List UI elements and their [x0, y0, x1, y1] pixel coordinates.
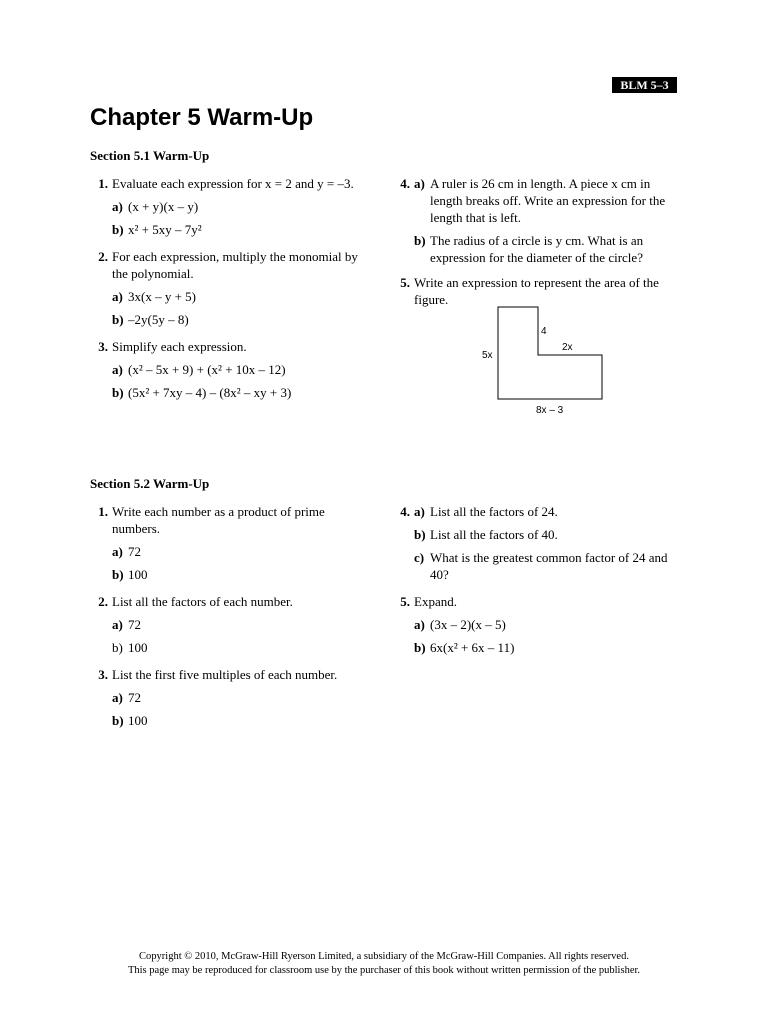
question-number: 4. — [400, 176, 410, 191]
s2-q4-part-c — [392, 549, 672, 583]
part-text: x² + 5xy – 7y² — [128, 222, 202, 237]
part-label: a) — [414, 504, 425, 519]
part-label: b) — [414, 527, 426, 542]
figure-label-bottom: 8x – 3 — [536, 405, 564, 416]
s1-q4-part-b — [392, 232, 672, 266]
s1-question-2 — [90, 248, 370, 282]
part-text: 100 — [128, 567, 148, 582]
question-number: 3. — [98, 667, 108, 682]
part-label: a) — [112, 199, 123, 214]
part-text: (5x² + 7xy – 4) – (8x² – xy + 3) — [128, 385, 292, 400]
part-label: b) — [414, 233, 426, 248]
part-text: –2y(5y – 8) — [128, 312, 189, 327]
s2-q1-part-a — [90, 543, 370, 560]
l-shape-outline — [498, 307, 602, 399]
part-label: a) — [414, 617, 425, 632]
section-5-1-left-column — [90, 175, 370, 407]
part-text: The radius of a circle is y cm. What is an expression for the diameter of the circle? — [430, 233, 644, 265]
s2-q5-part-a — [392, 616, 672, 633]
s1-q2-part-a — [90, 288, 370, 305]
s1-question-3 — [90, 338, 370, 355]
part-label: b) — [112, 567, 124, 582]
s1-question-4 — [392, 175, 672, 226]
part-text: 72 — [128, 617, 141, 632]
question-text: List all the factors of each number. — [112, 594, 293, 609]
section-5-2-left-column — [90, 503, 370, 735]
question-text: List the first five multiples of each number. — [112, 667, 338, 682]
question-number: 1. — [98, 176, 108, 191]
part-label: b) — [112, 640, 123, 655]
copyright-footer — [0, 950, 768, 978]
s2-q3-part-a — [90, 689, 370, 706]
part-text: What is the greatest common factor of 24 and 40? — [430, 550, 668, 582]
s2-question-1 — [90, 503, 370, 537]
part-label: b) — [112, 385, 124, 400]
s2-question-2 — [90, 593, 370, 610]
part-text: 100 — [128, 713, 148, 728]
figure-label-top: 4 — [541, 326, 547, 337]
s1-q3-part-b — [90, 384, 370, 401]
section-5-1-right-column — [392, 175, 672, 314]
l-shape-figure — [476, 303, 616, 419]
section-5-1-heading: Section 5.1 Warm-Up — [90, 148, 210, 163]
part-label: b) — [414, 640, 426, 655]
s1-q3-part-a — [90, 361, 370, 378]
part-label: b) — [112, 312, 124, 327]
s2-q2-part-b — [90, 639, 370, 656]
part-text: 100 — [128, 640, 148, 655]
part-label: c) — [414, 550, 425, 565]
part-label: a) — [112, 362, 123, 377]
part-label: a) — [112, 289, 123, 304]
figure-label-inner: 2x — [562, 342, 573, 353]
footer-line-1: Copyright © 2010, McGraw-Hill Ryerson Limited, a subsidiary of the McGraw-Hill Companies. All rights reserved. — [139, 951, 629, 962]
question-text: Simplify each expression. — [112, 339, 247, 354]
s2-q1-part-b — [90, 566, 370, 583]
question-text: Evaluate each expression for x = 2 and y = –3. — [112, 176, 354, 191]
question-number: 4. — [400, 504, 410, 519]
question-number: 1. — [98, 504, 108, 519]
part-label: b) — [112, 713, 124, 728]
question-text: For each expression, multiply the monomial by the polynomial. — [112, 249, 358, 281]
part-label: a) — [112, 690, 123, 705]
s2-q3-part-b — [90, 712, 370, 729]
s2-q2-part-a — [90, 616, 370, 633]
part-text: A ruler is 26 cm in length. A piece x cm in length breaks off. Write an expression for the length that is left. — [430, 176, 666, 225]
part-text: List all the factors of 40. — [430, 527, 558, 542]
part-text: List all the factors of 24. — [430, 504, 558, 519]
question-number: 5. — [400, 594, 410, 609]
part-text: 6x(x² + 6x – 11) — [430, 640, 515, 655]
page-title: Chapter 5 Warm-Up — [90, 104, 314, 131]
question-number: 2. — [98, 594, 108, 609]
question-text: Expand. — [414, 594, 457, 609]
footer-line-2: This page may be reproduced for classroom use by the purchaser of this book without written permission of the publisher. — [127, 965, 641, 976]
figure-label-left: 5x — [482, 350, 493, 361]
section-5-2-heading: Section 5.2 Warm-Up — [90, 476, 210, 491]
part-text: (3x – 2)(x – 5) — [430, 617, 506, 632]
s1-q2-part-b — [90, 311, 370, 328]
part-label: a) — [414, 176, 425, 191]
question-text: Write each number as a product of prime numbers. — [112, 504, 325, 536]
part-label: a) — [112, 617, 123, 632]
question-number: 2. — [98, 249, 108, 264]
s2-q4-part-b — [392, 526, 672, 543]
s1-q1-part-a — [90, 198, 370, 215]
part-label: b) — [112, 222, 124, 237]
s1-question-1 — [90, 175, 370, 192]
question-text: Write an expression to represent the area of the figure. — [414, 275, 659, 307]
s2-question-5 — [392, 593, 672, 610]
part-label: a) — [112, 544, 123, 559]
s2-question-3 — [90, 666, 370, 683]
part-text: 3x(x – y + 5) — [128, 289, 196, 304]
s2-q5-part-b — [392, 639, 672, 656]
part-text: (x² – 5x + 9) + (x² + 10x – 12) — [128, 362, 286, 377]
blm-badge: BLM 5–3 — [612, 77, 677, 93]
s2-question-4 — [392, 503, 672, 520]
section-5-2-right-column — [392, 503, 672, 662]
part-text: 72 — [128, 544, 141, 559]
part-text: (x + y)(x – y) — [128, 199, 199, 214]
s1-q1-part-b — [90, 221, 370, 238]
part-text: 72 — [128, 690, 141, 705]
question-number: 3. — [98, 339, 108, 354]
question-number: 5. — [400, 275, 410, 290]
